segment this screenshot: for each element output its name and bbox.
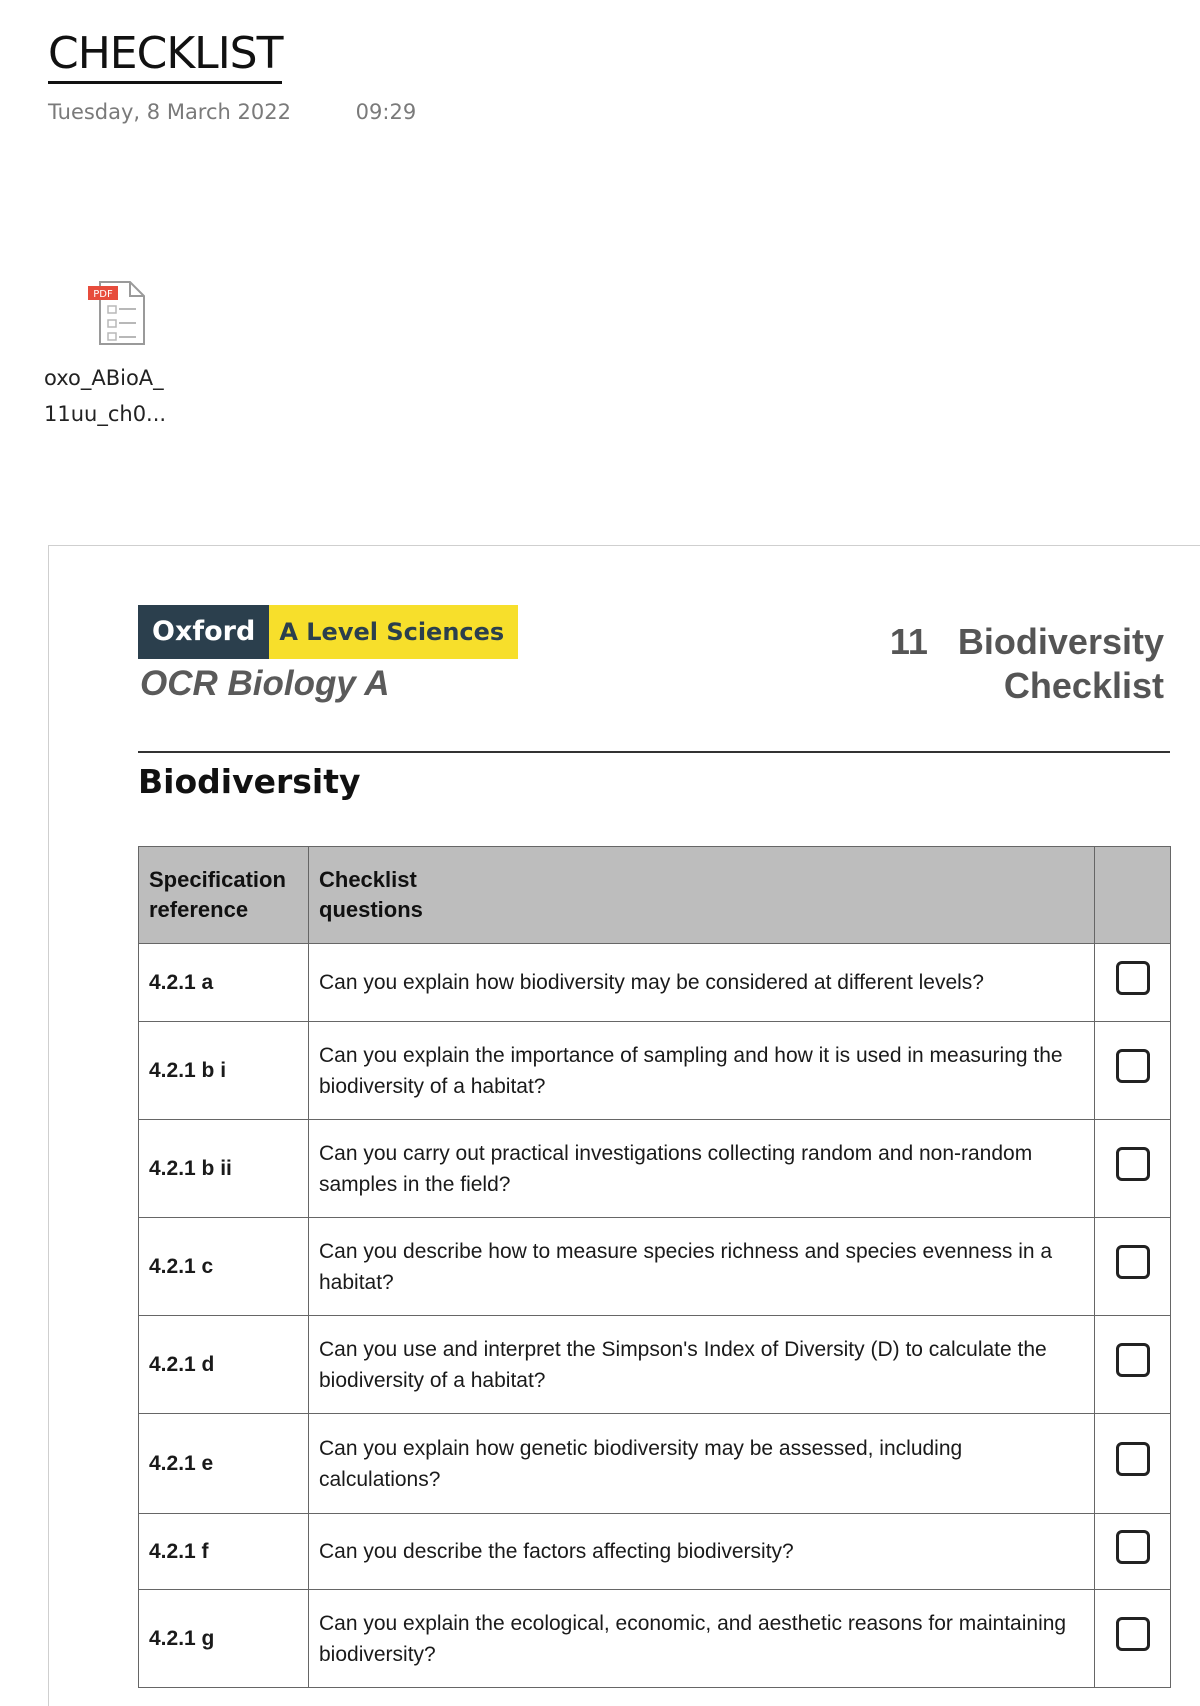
checklist-question: Can you explain the importance of sampling and how it is used in measuring the biodiversity of a habitat?	[309, 1022, 1095, 1120]
chapter-number: 11	[889, 621, 928, 662]
checklist-checkbox[interactable]	[1116, 1530, 1150, 1564]
pdf-file-icon[interactable]	[86, 280, 150, 348]
checkbox-cell	[1095, 1414, 1171, 1514]
checklist-checkbox[interactable]	[1116, 1245, 1150, 1279]
divider	[138, 751, 1170, 753]
checkbox-cell	[1095, 1120, 1171, 1218]
chapter-subtitle: Checklist	[1003, 665, 1164, 706]
checkbox-cell	[1095, 1022, 1171, 1120]
header-checkbox-column	[1095, 847, 1171, 944]
spec-reference: 4.2.1 d	[139, 1316, 309, 1414]
header-checklist-questions: Checklist questions	[309, 847, 1095, 944]
spec-reference: 4.2.1 g	[139, 1590, 309, 1688]
spec-reference: 4.2.1 f	[139, 1514, 309, 1590]
checklist-question: Can you explain how genetic biodiversity may be assessed, including calculations?	[309, 1414, 1095, 1514]
chapter-heading	[890, 620, 1164, 708]
spec-reference: 4.2.1 a	[139, 944, 309, 1022]
pdf-badge: PDF	[93, 289, 113, 300]
checklist-question: Can you explain how biodiversity may be considered at different levels?	[309, 944, 1095, 1022]
checklist-checkbox[interactable]	[1116, 1343, 1150, 1377]
checklist-checkbox[interactable]	[1116, 1617, 1150, 1651]
brand-oxford: Oxford	[138, 605, 269, 659]
checklist-checkbox[interactable]	[1116, 1147, 1150, 1181]
note-date: Tuesday, 8 March 2022	[48, 100, 291, 124]
section-heading: Biodiversity	[138, 762, 361, 801]
table-row	[139, 1514, 1171, 1590]
page-title: CHECKLIST	[48, 28, 282, 84]
table-row	[139, 944, 1171, 1022]
attachment-filename[interactable]: oxo_ABioA_ 11uu_ch0...	[44, 366, 167, 426]
checkbox-cell	[1095, 1514, 1171, 1590]
checklist-checkbox[interactable]	[1116, 1049, 1150, 1083]
checklist-checkbox[interactable]	[1116, 961, 1150, 995]
table-row	[139, 1022, 1171, 1120]
spec-reference: 4.2.1 b ii	[139, 1120, 309, 1218]
pdf-attachment[interactable]	[44, 280, 194, 432]
checkbox-cell	[1095, 1590, 1171, 1688]
spec-reference: 4.2.1 e	[139, 1414, 309, 1514]
table-row	[139, 1414, 1171, 1514]
header-spec-reference: Specification reference	[139, 847, 309, 944]
checklist-table	[138, 846, 1171, 1688]
brand-logo	[138, 605, 518, 659]
checklist-question: Can you carry out practical investigations collecting random and non-random samples in the field?	[309, 1120, 1095, 1218]
spec-reference: 4.2.1 b i	[139, 1022, 309, 1120]
note-timestamp	[48, 100, 416, 124]
checklist-question: Can you explain the ecological, economic, and aesthetic reasons for maintaining biodiversity?	[309, 1590, 1095, 1688]
checklist-question: Can you describe the factors affecting biodiversity?	[309, 1514, 1095, 1590]
checklist-question: Can you describe how to measure species richness and species evenness in a habitat?	[309, 1218, 1095, 1316]
note-time: 09:29	[355, 100, 417, 124]
table-row	[139, 1120, 1171, 1218]
brand-sciences: A Level Sciences	[269, 605, 518, 659]
chapter-title: Biodiversity	[957, 621, 1164, 662]
table-row	[139, 1218, 1171, 1316]
checklist-question: Can you use and interpret the Simpson's Index of Diversity (D) to calculate the biodiversity of a habitat?	[309, 1316, 1095, 1414]
checkbox-cell	[1095, 1316, 1171, 1414]
checklist-checkbox[interactable]	[1116, 1442, 1150, 1476]
table-header-row	[139, 847, 1171, 944]
table-row	[139, 1590, 1171, 1688]
checkbox-cell	[1095, 944, 1171, 1022]
spec-reference: 4.2.1 c	[139, 1218, 309, 1316]
checkbox-cell	[1095, 1218, 1171, 1316]
table-row	[139, 1316, 1171, 1414]
subject-title: OCR Biology A	[140, 664, 390, 703]
